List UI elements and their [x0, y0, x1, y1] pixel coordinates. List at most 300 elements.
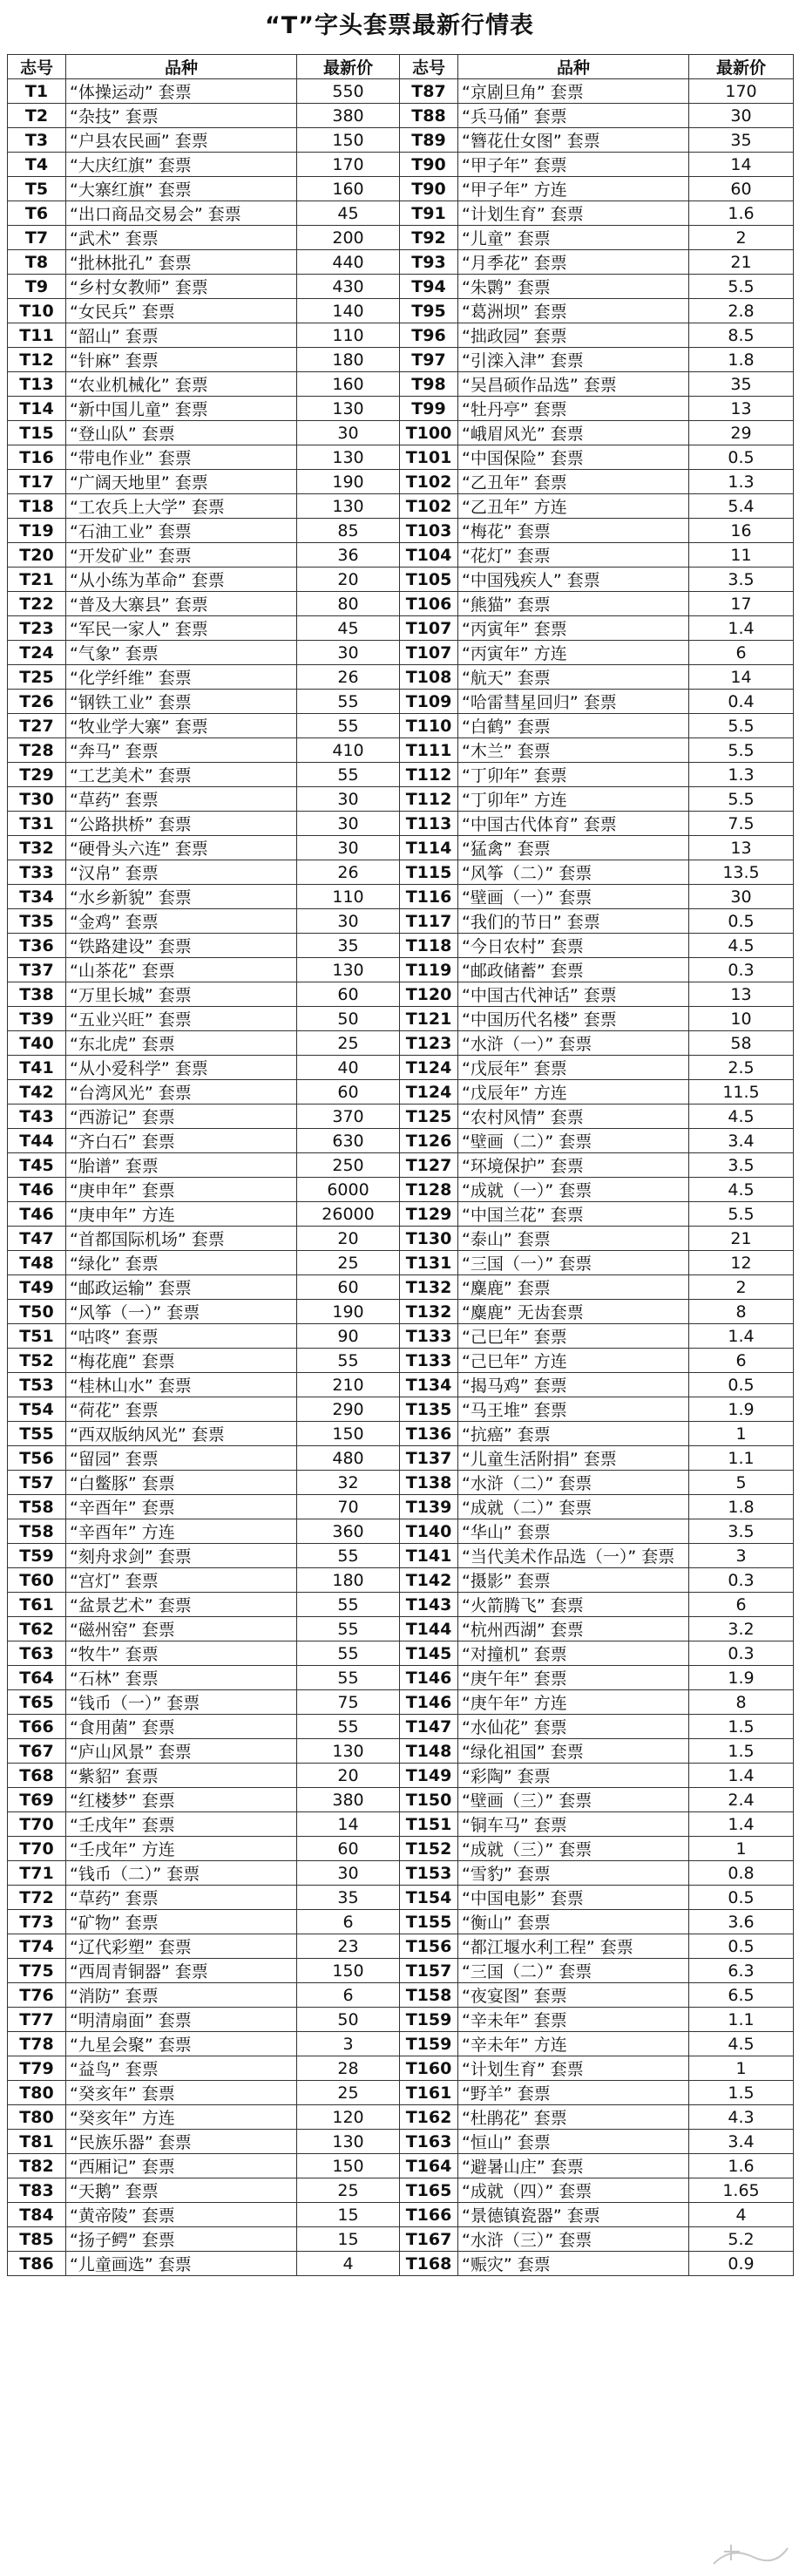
- stamp-id-right: T129: [400, 1202, 458, 1227]
- table-row: [8, 1519, 794, 1544]
- table-row: [8, 1422, 794, 1446]
- stamp-price-right: 7.5: [689, 812, 794, 836]
- stamp-name-left: “癸亥年” 方连: [66, 2105, 297, 2130]
- stamp-price-right: 1.8: [689, 1495, 794, 1519]
- table-row: [8, 201, 794, 226]
- stamp-name-right: “计划生育” 套票: [458, 2056, 689, 2081]
- stamp-price-left: 150: [297, 1422, 400, 1446]
- stamp-name-right: “三国（二）” 套票: [458, 1959, 689, 1983]
- table-row: [8, 1764, 794, 1788]
- stamp-price-right: 6: [689, 1593, 794, 1617]
- stamp-price-right: 4.5: [689, 934, 794, 958]
- stamp-name-right: “成就（四）” 套票: [458, 2178, 689, 2203]
- stamp-price-right: 4.5: [689, 1178, 794, 1202]
- stamp-name-left: “石林” 套票: [66, 1666, 297, 1690]
- stamp-id-right: T125: [400, 1104, 458, 1129]
- stamp-price-right: 1.8: [689, 348, 794, 372]
- stamp-id-left: T63: [8, 1641, 66, 1666]
- stamp-id-left: T67: [8, 1739, 66, 1764]
- price-table-container: [7, 54, 793, 2276]
- table-row: [8, 2081, 794, 2105]
- stamp-name-left: “杂技” 套票: [66, 104, 297, 128]
- stamp-id-left: T43: [8, 1104, 66, 1129]
- table-row: [8, 1959, 794, 1983]
- stamp-price-left: 60: [297, 1275, 400, 1300]
- table-row: [8, 1690, 794, 1715]
- stamp-price-left: 60: [297, 1837, 400, 1861]
- stamp-id-right: T98: [400, 372, 458, 397]
- table-row: [8, 714, 794, 738]
- stamp-id-right: T149: [400, 1764, 458, 1788]
- stamp-id-right: T160: [400, 2056, 458, 2081]
- stamp-name-right: “朱鹮” 套票: [458, 275, 689, 299]
- stamp-name-right: “当代美术作品选（一）” 套票: [458, 1544, 689, 1568]
- table-row: [8, 2056, 794, 2081]
- stamp-id-right: T97: [400, 348, 458, 372]
- stamp-name-left: “体操运动” 套票: [66, 79, 297, 104]
- stamp-price-left: 30: [297, 1861, 400, 1886]
- stamp-name-left: “山茶花” 套票: [66, 958, 297, 982]
- stamp-id-left: T41: [8, 1056, 66, 1080]
- stamp-price-right: 13: [689, 982, 794, 1007]
- stamp-id-left: T68: [8, 1764, 66, 1788]
- stamp-id-left: T54: [8, 1397, 66, 1422]
- stamp-name-right: “峨眉风光” 套票: [458, 421, 689, 445]
- stamp-name-left: “出口商品交易会” 套票: [66, 201, 297, 226]
- stamp-id-left: T1: [8, 79, 66, 104]
- stamp-price-right: 6: [689, 641, 794, 665]
- stamp-id-right: T96: [400, 323, 458, 348]
- stamp-name-left: “儿童画选” 套票: [66, 2252, 297, 2276]
- stamp-price-right: 1.65: [689, 2178, 794, 2203]
- stamp-price-left: 6000: [297, 1178, 400, 1202]
- stamp-name-left: “五业兴旺” 套票: [66, 1007, 297, 1031]
- stamp-id-left: T32: [8, 836, 66, 860]
- stamp-name-right: “野羊” 套票: [458, 2081, 689, 2105]
- table-row: [8, 812, 794, 836]
- stamp-id-left: T10: [8, 299, 66, 323]
- stamp-price-right: 2.8: [689, 299, 794, 323]
- stamp-name-right: “乙丑年” 方连: [458, 494, 689, 519]
- stamp-name-left: “硬骨头六连” 套票: [66, 836, 297, 860]
- stamp-name-left: “气象” 套票: [66, 641, 297, 665]
- stamp-price-right: 29: [689, 421, 794, 445]
- stamp-name-right: “雪豹” 套票: [458, 1861, 689, 1886]
- stamp-id-left: T6: [8, 201, 66, 226]
- price-table: [7, 54, 794, 2276]
- stamp-price-left: 120: [297, 2105, 400, 2130]
- stamp-price-left: 55: [297, 690, 400, 714]
- stamp-price-left: 55: [297, 763, 400, 787]
- table-row: [8, 690, 794, 714]
- stamp-id-right: T120: [400, 982, 458, 1007]
- stamp-name-left: “咕咚” 套票: [66, 1324, 297, 1349]
- stamp-price-left: 190: [297, 470, 400, 494]
- stamp-name-left: “紫貂” 套票: [66, 1764, 297, 1788]
- stamp-price-left: 380: [297, 104, 400, 128]
- stamp-name-left: “工艺美术” 套票: [66, 763, 297, 787]
- table-row: [8, 1202, 794, 1227]
- stamp-id-left: T84: [8, 2203, 66, 2227]
- stamp-price-left: 26: [297, 665, 400, 690]
- stamp-name-left: “大寨红旗” 套票: [66, 177, 297, 201]
- table-row: [8, 2105, 794, 2130]
- stamp-price-left: 45: [297, 616, 400, 641]
- stamp-price-left: 410: [297, 738, 400, 763]
- stamp-name-left: “钱币（一）” 套票: [66, 1690, 297, 1715]
- table-row: [8, 2154, 794, 2178]
- stamp-name-left: “批林批孔” 套票: [66, 250, 297, 275]
- table-row: [8, 1739, 794, 1764]
- stamp-id-left: T15: [8, 421, 66, 445]
- table-row: [8, 1544, 794, 1568]
- stamp-name-right: “中国电影” 套票: [458, 1886, 689, 1910]
- table-row: [8, 1617, 794, 1641]
- stamp-price-right: 4.5: [689, 1104, 794, 1129]
- header-price-right: 最新价: [689, 55, 794, 79]
- stamp-id-left: T34: [8, 885, 66, 909]
- stamp-name-left: “扬子鳄” 套票: [66, 2227, 297, 2252]
- stamp-id-right: T127: [400, 1153, 458, 1178]
- stamp-price-right: 6.3: [689, 1959, 794, 1983]
- stamp-name-right: “水浒（三）” 套票: [458, 2227, 689, 2252]
- stamp-price-right: 3.6: [689, 1910, 794, 1934]
- stamp-id-left: T52: [8, 1349, 66, 1373]
- stamp-id-left: T42: [8, 1080, 66, 1104]
- stamp-id-left: T21: [8, 568, 66, 592]
- stamp-price-right: 21: [689, 1227, 794, 1251]
- table-row: [8, 592, 794, 616]
- stamp-price-left: 85: [297, 519, 400, 543]
- stamp-price-right: 6: [689, 1349, 794, 1373]
- stamp-name-left: “普及大寨县” 套票: [66, 592, 297, 616]
- stamp-id-right: T166: [400, 2203, 458, 2227]
- table-row: [8, 1275, 794, 1300]
- stamp-price-left: 30: [297, 836, 400, 860]
- stamp-name-left: “农业机械化” 套票: [66, 372, 297, 397]
- stamp-price-right: 35: [689, 372, 794, 397]
- stamp-name-right: “丁卯年” 方连: [458, 787, 689, 812]
- stamp-id-right: T147: [400, 1715, 458, 1739]
- stamp-price-right: 5.5: [689, 787, 794, 812]
- stamp-name-right: “水浒（二）” 套票: [458, 1471, 689, 1495]
- stamp-name-left: “庚申年” 套票: [66, 1178, 297, 1202]
- stamp-price-left: 430: [297, 275, 400, 299]
- table-row: [8, 1129, 794, 1153]
- stamp-id-right: T134: [400, 1373, 458, 1397]
- stamp-id-left: T37: [8, 958, 66, 982]
- stamp-price-right: 14: [689, 665, 794, 690]
- stamp-price-left: 150: [297, 1959, 400, 1983]
- stamp-name-left: “西游记” 套票: [66, 1104, 297, 1129]
- stamp-price-right: 8: [689, 1690, 794, 1715]
- table-row: [8, 1666, 794, 1690]
- stamp-price-right: 0.3: [689, 958, 794, 982]
- stamp-id-right: T87: [400, 79, 458, 104]
- stamp-price-left: 20: [297, 1764, 400, 1788]
- stamp-id-right: T164: [400, 2154, 458, 2178]
- stamp-name-left: “草药” 套票: [66, 787, 297, 812]
- stamp-name-left: “荷花” 套票: [66, 1397, 297, 1422]
- table-row: [8, 2032, 794, 2056]
- stamp-id-right: T100: [400, 421, 458, 445]
- stamp-name-right: “甲子年” 套票: [458, 153, 689, 177]
- stamp-price-right: 8: [689, 1300, 794, 1324]
- table-row: [8, 568, 794, 592]
- stamp-id-left: T75: [8, 1959, 66, 1983]
- stamp-id-left: T74: [8, 1934, 66, 1959]
- table-row: [8, 1812, 794, 1837]
- stamp-price-right: 1.6: [689, 2154, 794, 2178]
- stamp-price-right: 1.1: [689, 1446, 794, 1471]
- stamp-name-left: “石油工业” 套票: [66, 519, 297, 543]
- stamp-price-left: 45: [297, 201, 400, 226]
- stamp-price-left: 70: [297, 1495, 400, 1519]
- stamp-name-left: “绿化” 套票: [66, 1251, 297, 1275]
- stamp-name-left: “黄帝陵” 套票: [66, 2203, 297, 2227]
- stamp-price-left: 75: [297, 1690, 400, 1715]
- stamp-id-left: T3: [8, 128, 66, 153]
- stamp-id-right: T110: [400, 714, 458, 738]
- table-row: [8, 982, 794, 1007]
- stamp-id-left: T60: [8, 1568, 66, 1593]
- stamp-price-left: 360: [297, 1519, 400, 1544]
- stamp-name-right: “杜鹃花” 套票: [458, 2105, 689, 2130]
- stamp-id-left: T53: [8, 1373, 66, 1397]
- stamp-id-right: T146: [400, 1666, 458, 1690]
- stamp-name-left: “梅花鹿” 套票: [66, 1349, 297, 1373]
- table-row: [8, 2178, 794, 2203]
- stamp-id-left: T66: [8, 1715, 66, 1739]
- stamp-price-right: 1.4: [689, 616, 794, 641]
- stamp-id-right: T132: [400, 1275, 458, 1300]
- stamp-name-left: “矿物” 套票: [66, 1910, 297, 1934]
- stamp-id-right: T117: [400, 909, 458, 934]
- stamp-id-right: T94: [400, 275, 458, 299]
- stamp-id-right: T90: [400, 153, 458, 177]
- stamp-name-right: “辛未年” 方连: [458, 2032, 689, 2056]
- table-row: [8, 299, 794, 323]
- stamp-name-left: “武术” 套票: [66, 226, 297, 250]
- stamp-id-left: T35: [8, 909, 66, 934]
- stamp-name-right: “彩陶” 套票: [458, 1764, 689, 1788]
- stamp-name-right: “麋鹿” 无齿套票: [458, 1300, 689, 1324]
- table-row: [8, 958, 794, 982]
- stamp-name-right: “恒山” 套票: [458, 2130, 689, 2154]
- stamp-name-left: “庐山风景” 套票: [66, 1739, 297, 1764]
- table-row: [8, 470, 794, 494]
- stamp-name-left: “钢铁工业” 套票: [66, 690, 297, 714]
- stamp-name-right: “壁画（二）” 套票: [458, 1129, 689, 1153]
- table-row: [8, 543, 794, 568]
- stamp-price-left: 90: [297, 1324, 400, 1349]
- stamp-price-right: 58: [689, 1031, 794, 1056]
- stamp-name-right: “避暑山庄” 套票: [458, 2154, 689, 2178]
- table-row: [8, 1007, 794, 1031]
- table-row: [8, 860, 794, 885]
- stamp-id-right: T151: [400, 1812, 458, 1837]
- stamp-price-right: 3.2: [689, 1617, 794, 1641]
- stamp-name-right: “景德镇瓷器” 套票: [458, 2203, 689, 2227]
- stamp-price-left: 630: [297, 1129, 400, 1153]
- stamp-price-right: 5.2: [689, 2227, 794, 2252]
- table-row: [8, 1227, 794, 1251]
- stamp-name-left: “磁州窑” 套票: [66, 1617, 297, 1641]
- stamp-name-right: “泰山” 套票: [458, 1227, 689, 1251]
- stamp-name-right: “马王堆” 套票: [458, 1397, 689, 1422]
- stamp-price-left: 150: [297, 128, 400, 153]
- stamp-id-left: T81: [8, 2130, 66, 2154]
- stamp-price-right: 30: [689, 885, 794, 909]
- stamp-name-right: “月季花” 套票: [458, 250, 689, 275]
- stamp-name-right: “摄影” 套票: [458, 1568, 689, 1593]
- stamp-price-left: 4: [297, 2252, 400, 2276]
- stamp-price-left: 140: [297, 299, 400, 323]
- stamp-price-left: 210: [297, 1373, 400, 1397]
- table-row: [8, 1983, 794, 2008]
- stamp-name-right: “庚午年” 方连: [458, 1690, 689, 1715]
- stamp-id-left: T73: [8, 1910, 66, 1934]
- stamp-name-left: “牧牛” 套票: [66, 1641, 297, 1666]
- stamp-price-right: 0.8: [689, 1861, 794, 1886]
- stamp-name-right: “辛未年” 套票: [458, 2008, 689, 2032]
- stamp-name-right: “今日农村” 套票: [458, 934, 689, 958]
- stamp-price-left: 55: [297, 1666, 400, 1690]
- stamp-price-left: 50: [297, 1007, 400, 1031]
- stamp-price-left: 55: [297, 1349, 400, 1373]
- stamp-name-left: “天鹅” 套票: [66, 2178, 297, 2203]
- table-row: [8, 738, 794, 763]
- stamp-name-right: “风筝（二）” 套票: [458, 860, 689, 885]
- stamp-name-right: “花灯” 套票: [458, 543, 689, 568]
- stamp-id-left: T33: [8, 860, 66, 885]
- stamp-price-right: 0.5: [689, 909, 794, 934]
- stamp-price-right: 1: [689, 2056, 794, 2081]
- table-row: [8, 2130, 794, 2154]
- stamp-price-left: 80: [297, 592, 400, 616]
- stamp-price-left: 130: [297, 958, 400, 982]
- stamp-name-left: “女民兵” 套票: [66, 299, 297, 323]
- stamp-id-left: T58: [8, 1495, 66, 1519]
- page-title: “T”字头套票最新行情表: [265, 12, 534, 39]
- stamp-id-right: T159: [400, 2032, 458, 2056]
- stamp-id-right: T114: [400, 836, 458, 860]
- stamp-name-right: “麋鹿” 套票: [458, 1275, 689, 1300]
- stamp-name-left: “西周青铜器” 套票: [66, 1959, 297, 1983]
- stamp-name-left: “草药” 套票: [66, 1886, 297, 1910]
- stamp-price-left: 20: [297, 1227, 400, 1251]
- stamp-price-left: 40: [297, 1056, 400, 1080]
- stamp-name-left: “九星会聚” 套票: [66, 2032, 297, 2056]
- stamp-id-right: T121: [400, 1007, 458, 1031]
- stamp-name-right: “成就（一）” 套票: [458, 1178, 689, 1202]
- stamp-price-right: 14: [689, 153, 794, 177]
- stamp-price-left: 180: [297, 1568, 400, 1593]
- stamp-name-right: “拙政园” 套票: [458, 323, 689, 348]
- stamp-price-right: 1: [689, 1422, 794, 1446]
- stamp-id-left: T30: [8, 787, 66, 812]
- stamp-id-right: T109: [400, 690, 458, 714]
- stamp-price-left: 26000: [297, 1202, 400, 1227]
- stamp-price-left: 30: [297, 421, 400, 445]
- stamp-name-right: “丙寅年” 套票: [458, 616, 689, 641]
- stamp-name-right: “引滦入津” 套票: [458, 348, 689, 372]
- stamp-id-right: T157: [400, 1959, 458, 1983]
- stamp-id-left: T70: [8, 1812, 66, 1837]
- stamp-name-right: “白鹤” 套票: [458, 714, 689, 738]
- stamp-id-right: T116: [400, 885, 458, 909]
- header-name-right: 品种: [458, 55, 689, 79]
- stamp-id-right: T102: [400, 494, 458, 519]
- table-row: [8, 1886, 794, 1910]
- stamp-id-left: T12: [8, 348, 66, 372]
- stamp-id-left: T18: [8, 494, 66, 519]
- stamp-id-right: T105: [400, 568, 458, 592]
- stamp-name-right: “夜宴图” 套票: [458, 1983, 689, 2008]
- stamp-name-left: “癸亥年” 套票: [66, 2081, 297, 2105]
- stamp-price-left: 30: [297, 641, 400, 665]
- stamp-id-left: T55: [8, 1422, 66, 1446]
- stamp-price-right: 13: [689, 836, 794, 860]
- stamp-id-left: T28: [8, 738, 66, 763]
- stamp-price-left: 32: [297, 1471, 400, 1495]
- stamp-id-left: T57: [8, 1471, 66, 1495]
- stamp-price-left: 55: [297, 1544, 400, 1568]
- stamp-price-left: 15: [297, 2203, 400, 2227]
- stamp-price-right: 0.3: [689, 1568, 794, 1593]
- stamp-id-right: T138: [400, 1471, 458, 1495]
- stamp-price-right: 3.4: [689, 2130, 794, 2154]
- stamp-id-left: T11: [8, 323, 66, 348]
- stamp-id-left: T27: [8, 714, 66, 738]
- stamp-name-right: “壁画（一）” 套票: [458, 885, 689, 909]
- stamp-name-left: “汉帛” 套票: [66, 860, 297, 885]
- stamp-name-left: “白鳖豚” 套票: [66, 1471, 297, 1495]
- stamp-id-right: T130: [400, 1227, 458, 1251]
- stamp-id-right: T144: [400, 1617, 458, 1641]
- stamp-name-left: “工农兵上大学” 套票: [66, 494, 297, 519]
- stamp-price-left: 130: [297, 1739, 400, 1764]
- stamp-name-right: “铜车马” 套票: [458, 1812, 689, 1837]
- stamp-price-right: 0.5: [689, 445, 794, 470]
- table-row: [8, 1788, 794, 1812]
- stamp-price-left: 60: [297, 982, 400, 1007]
- stamp-id-right: T119: [400, 958, 458, 982]
- stamp-price-left: 200: [297, 226, 400, 250]
- stamp-id-left: T4: [8, 153, 66, 177]
- stamp-id-right: T145: [400, 1641, 458, 1666]
- stamp-price-left: 55: [297, 1715, 400, 1739]
- stamp-name-left: “邮政运输” 套票: [66, 1275, 297, 1300]
- stamp-price-right: 1.3: [689, 763, 794, 787]
- stamp-id-left: T85: [8, 2227, 66, 2252]
- stamp-price-left: 440: [297, 250, 400, 275]
- stamp-name-left: “牧业学大寨” 套票: [66, 714, 297, 738]
- stamp-name-left: “韶山” 套票: [66, 323, 297, 348]
- stamp-price-left: 55: [297, 714, 400, 738]
- stamp-price-left: 290: [297, 1397, 400, 1422]
- stamp-price-right: 11: [689, 543, 794, 568]
- stamp-price-left: 110: [297, 885, 400, 909]
- stamp-name-left: “带电作业” 套票: [66, 445, 297, 470]
- stamp-name-right: “邮政储蓄” 套票: [458, 958, 689, 982]
- stamp-id-left: T2: [8, 104, 66, 128]
- table-row: [8, 1593, 794, 1617]
- stamp-name-left: “水乡新貌” 套票: [66, 885, 297, 909]
- stamp-id-right: T156: [400, 1934, 458, 1959]
- stamp-id-right: T108: [400, 665, 458, 690]
- stamp-id-right: T91: [400, 201, 458, 226]
